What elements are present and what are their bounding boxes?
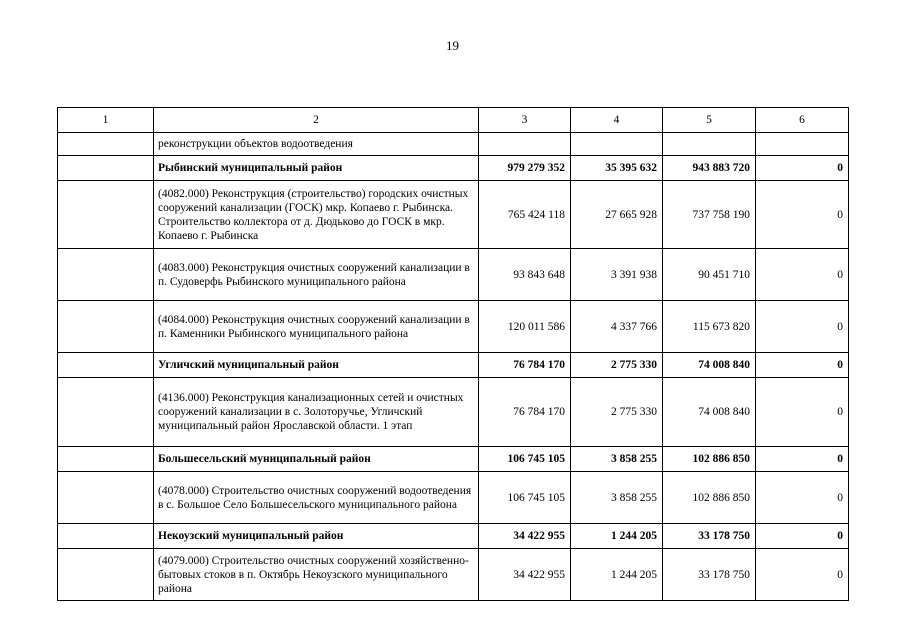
cell-col1: [58, 472, 154, 524]
cell-col1: [58, 156, 154, 181]
cell-col4: 1 244 205: [571, 549, 663, 601]
project-row: [58, 181, 849, 249]
column-header-4: 4: [571, 108, 663, 133]
cell-description: реконструкции объектов водоотведения: [154, 133, 479, 156]
cell-col1: [58, 378, 154, 447]
cell-col6: 0: [756, 447, 849, 472]
column-header-3: 3: [479, 108, 571, 133]
cell-total: 106 745 105: [479, 447, 571, 472]
cell-col6: 0: [756, 549, 849, 601]
project-row: [58, 301, 849, 353]
cell-col5: 33 178 750: [663, 549, 756, 601]
cell-col6: 0: [756, 472, 849, 524]
cell-description: (4082.000) Реконструкция (строительство) городских очистных сооружений канализации (ГОСК) мкр. Копаево г. Рыбинска. Строительство коллектора от д. Дюдьково до ГОСК в мкр. Копаево г. Рыбинска: [154, 181, 479, 249]
cell-total: [479, 133, 571, 156]
cell-col6: 0: [756, 301, 849, 353]
cell-col6: 0: [756, 524, 849, 549]
cell-col4: 3 391 938: [571, 249, 663, 301]
cell-col1: [58, 447, 154, 472]
cell-col5: [663, 133, 756, 156]
cell-col4: 27 665 928: [571, 181, 663, 249]
district-total-row: [58, 447, 849, 472]
cell-col4: 2 775 330: [571, 378, 663, 447]
cell-col1: [58, 301, 154, 353]
project-row: [58, 549, 849, 601]
cell-total: 76 784 170: [479, 378, 571, 447]
cell-total: 34 422 955: [479, 524, 571, 549]
cell-col4: [571, 133, 663, 156]
cell-description: (4084.000) Реконструкция очистных сооружений канализации в п. Каменники Рыбинского муниципального района: [154, 301, 479, 353]
cell-description: (4079.000) Строительство очистных сооружений хозяйственно-бытовых стоков в п. Октябрь Некоузского муниципального района: [154, 549, 479, 601]
cell-col6: 0: [756, 378, 849, 447]
cell-col4: 4 337 766: [571, 301, 663, 353]
district-total-row: [58, 353, 849, 378]
cell-description: Рыбинский муниципальный район: [154, 156, 479, 181]
cell-description: Угличский муниципальный район: [154, 353, 479, 378]
project-row: [58, 249, 849, 301]
cell-col4: 2 775 330: [571, 353, 663, 378]
cell-total: 765 424 118: [479, 181, 571, 249]
cell-total: 120 011 586: [479, 301, 571, 353]
continuation-row: [58, 133, 849, 156]
cell-col1: [58, 249, 154, 301]
cell-total: 106 745 105: [479, 472, 571, 524]
cell-description: Большесельский муниципальный район: [154, 447, 479, 472]
cell-col1: [58, 133, 154, 156]
cell-col5: 74 008 840: [663, 353, 756, 378]
cell-col5: 74 008 840: [663, 378, 756, 447]
column-header-5: 5: [663, 108, 756, 133]
cell-col5: 115 673 820: [663, 301, 756, 353]
cell-col4: 1 244 205: [571, 524, 663, 549]
cell-col5: 102 886 850: [663, 447, 756, 472]
cell-col4: 35 395 632: [571, 156, 663, 181]
cell-description: (4083.000) Реконструкция очистных сооружений канализации в п. Судоверфь Рыбинского муниципального района: [154, 249, 479, 301]
district-total-row: [58, 156, 849, 181]
cell-col1: [58, 549, 154, 601]
cell-col5: 33 178 750: [663, 524, 756, 549]
cell-total: 93 843 648: [479, 249, 571, 301]
cell-col5: 737 758 190: [663, 181, 756, 249]
cell-col1: [58, 181, 154, 249]
cell-col5: 90 451 710: [663, 249, 756, 301]
cell-col1: [58, 353, 154, 378]
cell-col4: 3 858 255: [571, 447, 663, 472]
district-total-row: [58, 524, 849, 549]
project-row: [58, 472, 849, 524]
table-body: [58, 133, 849, 601]
table-header-row: [58, 108, 849, 133]
cell-col6: 0: [756, 353, 849, 378]
cell-total: 34 422 955: [479, 549, 571, 601]
cell-col4: 3 858 255: [571, 472, 663, 524]
project-row: [58, 378, 849, 447]
cell-col5: 943 883 720: [663, 156, 756, 181]
cell-col1: [58, 524, 154, 549]
cell-description: Некоузский муниципальный район: [154, 524, 479, 549]
cell-total: 979 279 352: [479, 156, 571, 181]
cell-description: (4078.000) Строительство очистных сооружений водоотведения в с. Большое Село Большесельского муниципального района: [154, 472, 479, 524]
cell-col6: 0: [756, 156, 849, 181]
column-header-6: 6: [756, 108, 849, 133]
cell-description: (4136.000) Реконструкция канализационных сетей и очистных сооружений канализации в с. Золоторучье, Угличский муниципальный район Ярославской области. 1 этап: [154, 378, 479, 447]
budget-table: [57, 107, 849, 601]
cell-col6: [756, 133, 849, 156]
cell-col6: 0: [756, 249, 849, 301]
page-number: 19: [446, 38, 459, 53]
cell-col6: 0: [756, 181, 849, 249]
cell-total: 76 784 170: [479, 353, 571, 378]
column-header-2: 2: [154, 108, 479, 133]
cell-col5: 102 886 850: [663, 472, 756, 524]
column-header-1: 1: [58, 108, 154, 133]
